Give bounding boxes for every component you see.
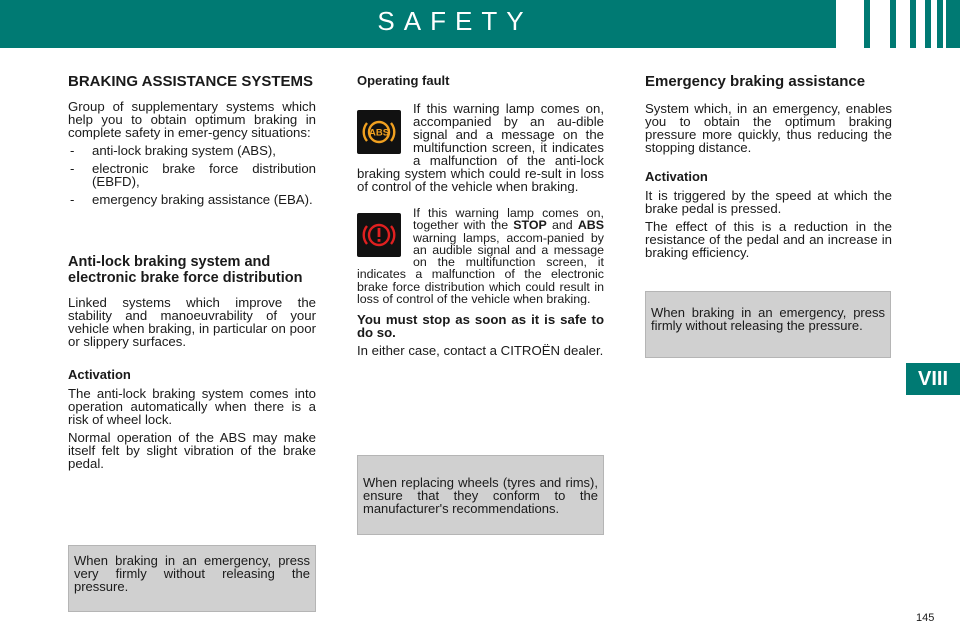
list-item: - electronic brake force distribution (EBFD), xyxy=(68,162,316,188)
stop-lamp-name: STOP xyxy=(513,218,547,233)
abs-heading: Anti-lock braking system and electronic brake force distribution xyxy=(68,254,303,286)
operating-fault-heading: Operating fault xyxy=(357,73,450,88)
abs-lamp-name: ABS xyxy=(577,218,604,233)
abs-warning-block xyxy=(357,102,604,193)
activation-text: Normal operation of the ABS may make itself felt by slight vibration of the brake pedal. xyxy=(68,430,316,471)
header-stripes xyxy=(836,0,946,48)
column-operating-fault xyxy=(357,74,604,362)
intro-text: Group of supplementary systems which help you to obtain optimum braking in complete safety in emer-gency situations: xyxy=(68,99,316,140)
section-title: SAFETY xyxy=(377,6,533,36)
header-stripe xyxy=(836,0,864,48)
braking-assistance-heading: BRAKING ASSISTANCE SYSTEMS xyxy=(68,73,314,90)
stop-instruction: You must stop as soon as it is safe to do so. xyxy=(357,312,604,341)
header-stripe xyxy=(916,0,925,48)
emergency-intro-text: System which, in an emergency, enables you to obtain the optimum braking pressure more quickly, thus reducing the stopping distance. xyxy=(645,101,892,155)
emergency-note: When braking in an emergency, press very firmly without releasing the pressure. xyxy=(68,545,316,612)
list-item: - anti-lock braking system (ABS), xyxy=(68,144,316,157)
abs-lamp-label: ABS xyxy=(368,127,390,139)
page-header xyxy=(0,0,960,48)
brake-warning-text: and xyxy=(546,218,578,233)
header-stripe xyxy=(943,0,946,48)
list-item: - emergency braking assistance (EBA). xyxy=(68,193,316,206)
emergency-note-right: When braking in an emergency, press firmly without releasing the pressure. xyxy=(645,291,891,358)
activation-text: The anti-lock braking system comes into operation automatically when there is a risk of wheel lock. xyxy=(68,386,316,427)
emergency-braking-heading: Emergency braking assistance xyxy=(645,73,866,90)
header-stripe xyxy=(870,0,890,48)
header-stripe xyxy=(931,0,937,48)
abs-text: Linked systems which improve the stability and manoeuvrability of your vehicle when braking, in particular on poor or slippery surfaces. xyxy=(68,295,316,349)
activation-heading: Activation xyxy=(645,169,708,184)
activation-heading: Activation xyxy=(68,367,131,382)
column-braking-assistance xyxy=(68,74,316,475)
contact-dealer-text: In either case, contact a CITROËN dealer. xyxy=(357,343,604,359)
brake-warning-text: warning lamps, accom-panied by an audible signal and a message on the multifunction screen, it indicates a malfunction of the electronic brake force distribution which could result in loss of control of the vehicle when braking. xyxy=(357,230,604,306)
brake-warning-lamp-icon xyxy=(357,213,401,257)
wheel-replacement-note: When replacing wheels (tyres and rims), ensure that they conform to the manufacturer's recommendations. xyxy=(357,455,604,535)
abs-warning-lamp-icon xyxy=(357,110,401,154)
page-number: 145 xyxy=(916,612,935,624)
activation-text: It is triggered by the speed at which the brake pedal is pressed. xyxy=(645,188,892,216)
brake-warning-text: If this warning lamp comes on, together with the xyxy=(413,207,604,233)
abs-warning-text: If this warning lamp comes on, accompanied by an au-dible signal and a message on the multifunction screen, it indicates a malfunction of the anti-lock braking system which could re-sult in loss of control of the vehicle when braking. xyxy=(357,102,604,193)
brake-warning-block xyxy=(357,207,604,305)
header-stripe xyxy=(896,0,910,48)
activation-text: The effect of this is a reduction in the resistance of the pedal and an increase in braking efficiency. xyxy=(645,219,892,260)
chapter-tab[interactable]: VIII xyxy=(906,363,960,395)
column-emergency-braking xyxy=(645,74,892,264)
